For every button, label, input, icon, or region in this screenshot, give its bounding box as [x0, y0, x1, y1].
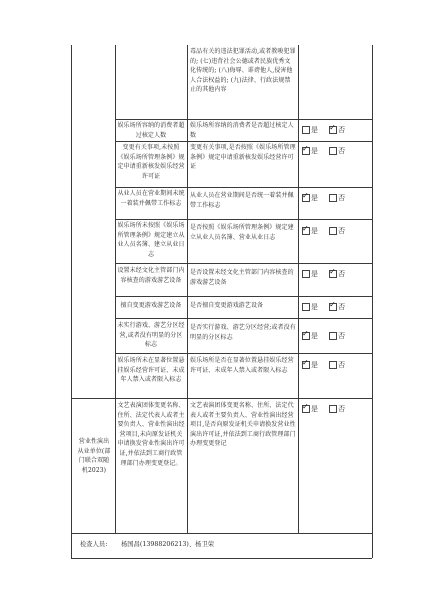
choice-group [302, 302, 345, 312]
no-checkbox[interactable] [329, 405, 337, 413]
no-label: 否 [338, 147, 346, 155]
no-checkbox[interactable] [329, 300, 337, 311]
check-mark-icon: ✓ [329, 267, 336, 276]
no-label: 否 [338, 227, 346, 235]
no-label: 否 [338, 194, 346, 202]
row-content: 娱乐场所是否在显著位置悬挂娱乐经营许可证、未成年人禁入或者限入标志 [190, 357, 294, 374]
row-item: 设置未经文化主管部门内容核查的游戏游艺设备 [117, 267, 185, 284]
check-mark-icon: ✓ [302, 402, 309, 411]
no-checkbox[interactable] [329, 227, 337, 235]
row-item: 未实行游戏、游艺分区经营,或者没有明显的分区标志 [117, 322, 185, 349]
yes-checkbox[interactable] [302, 329, 310, 340]
yes-checkbox[interactable] [302, 144, 310, 155]
yes-label: 是 [311, 147, 318, 155]
row-item: 娱乐场所未按照《娱乐场所管理条例》规定建立从业人员名簿、建立从业日志 [117, 222, 185, 258]
no-checkbox[interactable] [329, 147, 337, 155]
choice-group [302, 226, 345, 236]
check-mark-icon: ✓ [302, 358, 309, 367]
yes-label: 是 [311, 194, 318, 202]
row-line [71, 398, 372, 399]
top-block-text: 毒品有关的违法犯罪活动,或者教唆犯罪的; (七)违背社会公德或者民族优秀文化传统的; (八)侮辱、诽谤他人,侵害他人合法权益的; (九)法律、行政法规禁止的其他内容 [190, 48, 296, 94]
row-line [115, 141, 372, 142]
no-label: 否 [338, 270, 346, 278]
no-label: 否 [338, 126, 346, 134]
row-item: 变更有关事项,未按照《娱乐场所管理条例》规定申请重新核发娱乐经营许可证 [117, 144, 185, 180]
choice-group [302, 125, 345, 135]
row-line [115, 187, 372, 188]
check-mark-icon: ✓ [302, 144, 309, 153]
yes-label: 是 [311, 405, 318, 413]
row-line [71, 533, 372, 534]
yes-checkbox[interactable] [302, 402, 310, 413]
yes-label: 是 [311, 303, 318, 311]
no-checkbox[interactable] [329, 361, 337, 369]
row-item: 娱乐场所容纳的消费者超过核定人数 [117, 122, 185, 139]
yes-label: 是 [311, 361, 318, 369]
no-label: 否 [338, 361, 346, 369]
no-checkbox[interactable] [329, 194, 337, 202]
yes-checkbox[interactable] [302, 224, 310, 235]
table-border-left [71, 45, 72, 558]
no-label: 否 [338, 405, 346, 413]
row-item: 擅自变更游戏游艺设备 [120, 302, 182, 309]
row-item: 娱乐场所未在显著位置悬挂娱乐经营许可证、未成年人禁入或者限入标志 [117, 357, 185, 384]
yes-label: 是 [311, 126, 318, 134]
choice-group [302, 331, 345, 341]
row-content: 是否实行游戏、游艺分区经营;或者没有明显的分区标志 [190, 324, 296, 341]
table-border-bottom [71, 558, 372, 559]
row-item: 文艺表演团体变更名称、住所、法定代表人或者主要负责人、营业性演出经营项目,未向原发证机关申请换发营业性演出许可证,并依法到工商行政管理部门办理变更登记。 [117, 402, 185, 467]
row-content: 娱乐场所容纳的消费者是否超过核定人数 [190, 122, 294, 139]
row-item: 从业人员在营业期间未统一着装并佩带工作标志 [117, 190, 185, 207]
row-line [115, 353, 372, 354]
row-line [115, 296, 372, 297]
row-content: 是否按照《娱乐场所管理条例》规定建立从业人员名簿、营业从业日志 [190, 224, 294, 241]
row-content: 变更有关事项,是否按照《娱乐场所管理条例》规定申请重新核发娱乐经营许可证 [190, 144, 296, 171]
yes-checkbox[interactable] [302, 191, 310, 202]
yes-label: 是 [311, 332, 318, 340]
no-checkbox[interactable] [329, 332, 337, 340]
row-line [115, 119, 372, 120]
check-mark-icon: ✓ [302, 329, 309, 338]
check-mark-icon: ✓ [302, 224, 309, 233]
table-border-right [372, 45, 373, 558]
inspector-label: 检查人员: [80, 541, 108, 548]
check-mark-icon: ✓ [302, 191, 309, 200]
yes-checkbox[interactable] [302, 303, 310, 311]
row-content: 文艺表演团体变更名称、住所、法定代表人或者主要负责人、营业性演出经营项目,是否向原发证机关申请换发营业性演出许可证,并依法到工商行政管理部门办理变更登记 [190, 402, 296, 448]
choice-group [302, 269, 345, 279]
no-label: 否 [338, 303, 346, 311]
yes-checkbox[interactable] [302, 358, 310, 369]
check-mark-icon: ✓ [329, 300, 336, 309]
choice-group [302, 360, 345, 370]
yes-label: 是 [311, 227, 318, 235]
row-content: 是否设置未经文化主管部门内容核查的游戏游艺设备 [190, 269, 294, 286]
choice-group [302, 404, 345, 414]
yes-checkbox[interactable] [302, 126, 310, 134]
no-label: 否 [338, 332, 346, 340]
no-checkbox[interactable] [329, 123, 337, 134]
row-content: 从业人员在营业期间是否统一着装并佩带工作标志 [190, 192, 294, 209]
row-line [115, 318, 372, 319]
no-checkbox[interactable] [329, 267, 337, 278]
choice-group [302, 193, 345, 203]
row-line [115, 263, 372, 264]
yes-label: 是 [311, 270, 318, 278]
inspector-names: 杨国昌(13988206213)、杨卫荣 [121, 541, 215, 548]
yes-checkbox[interactable] [302, 270, 310, 278]
row-content: 是否擅自变更游戏游艺设备 [190, 302, 264, 309]
unit-category: 营业性演出从业单位(部门联合双随机2023) [77, 438, 111, 474]
check-mark-icon: ✓ [329, 123, 336, 132]
choice-group [302, 146, 345, 156]
row-line [115, 219, 372, 220]
